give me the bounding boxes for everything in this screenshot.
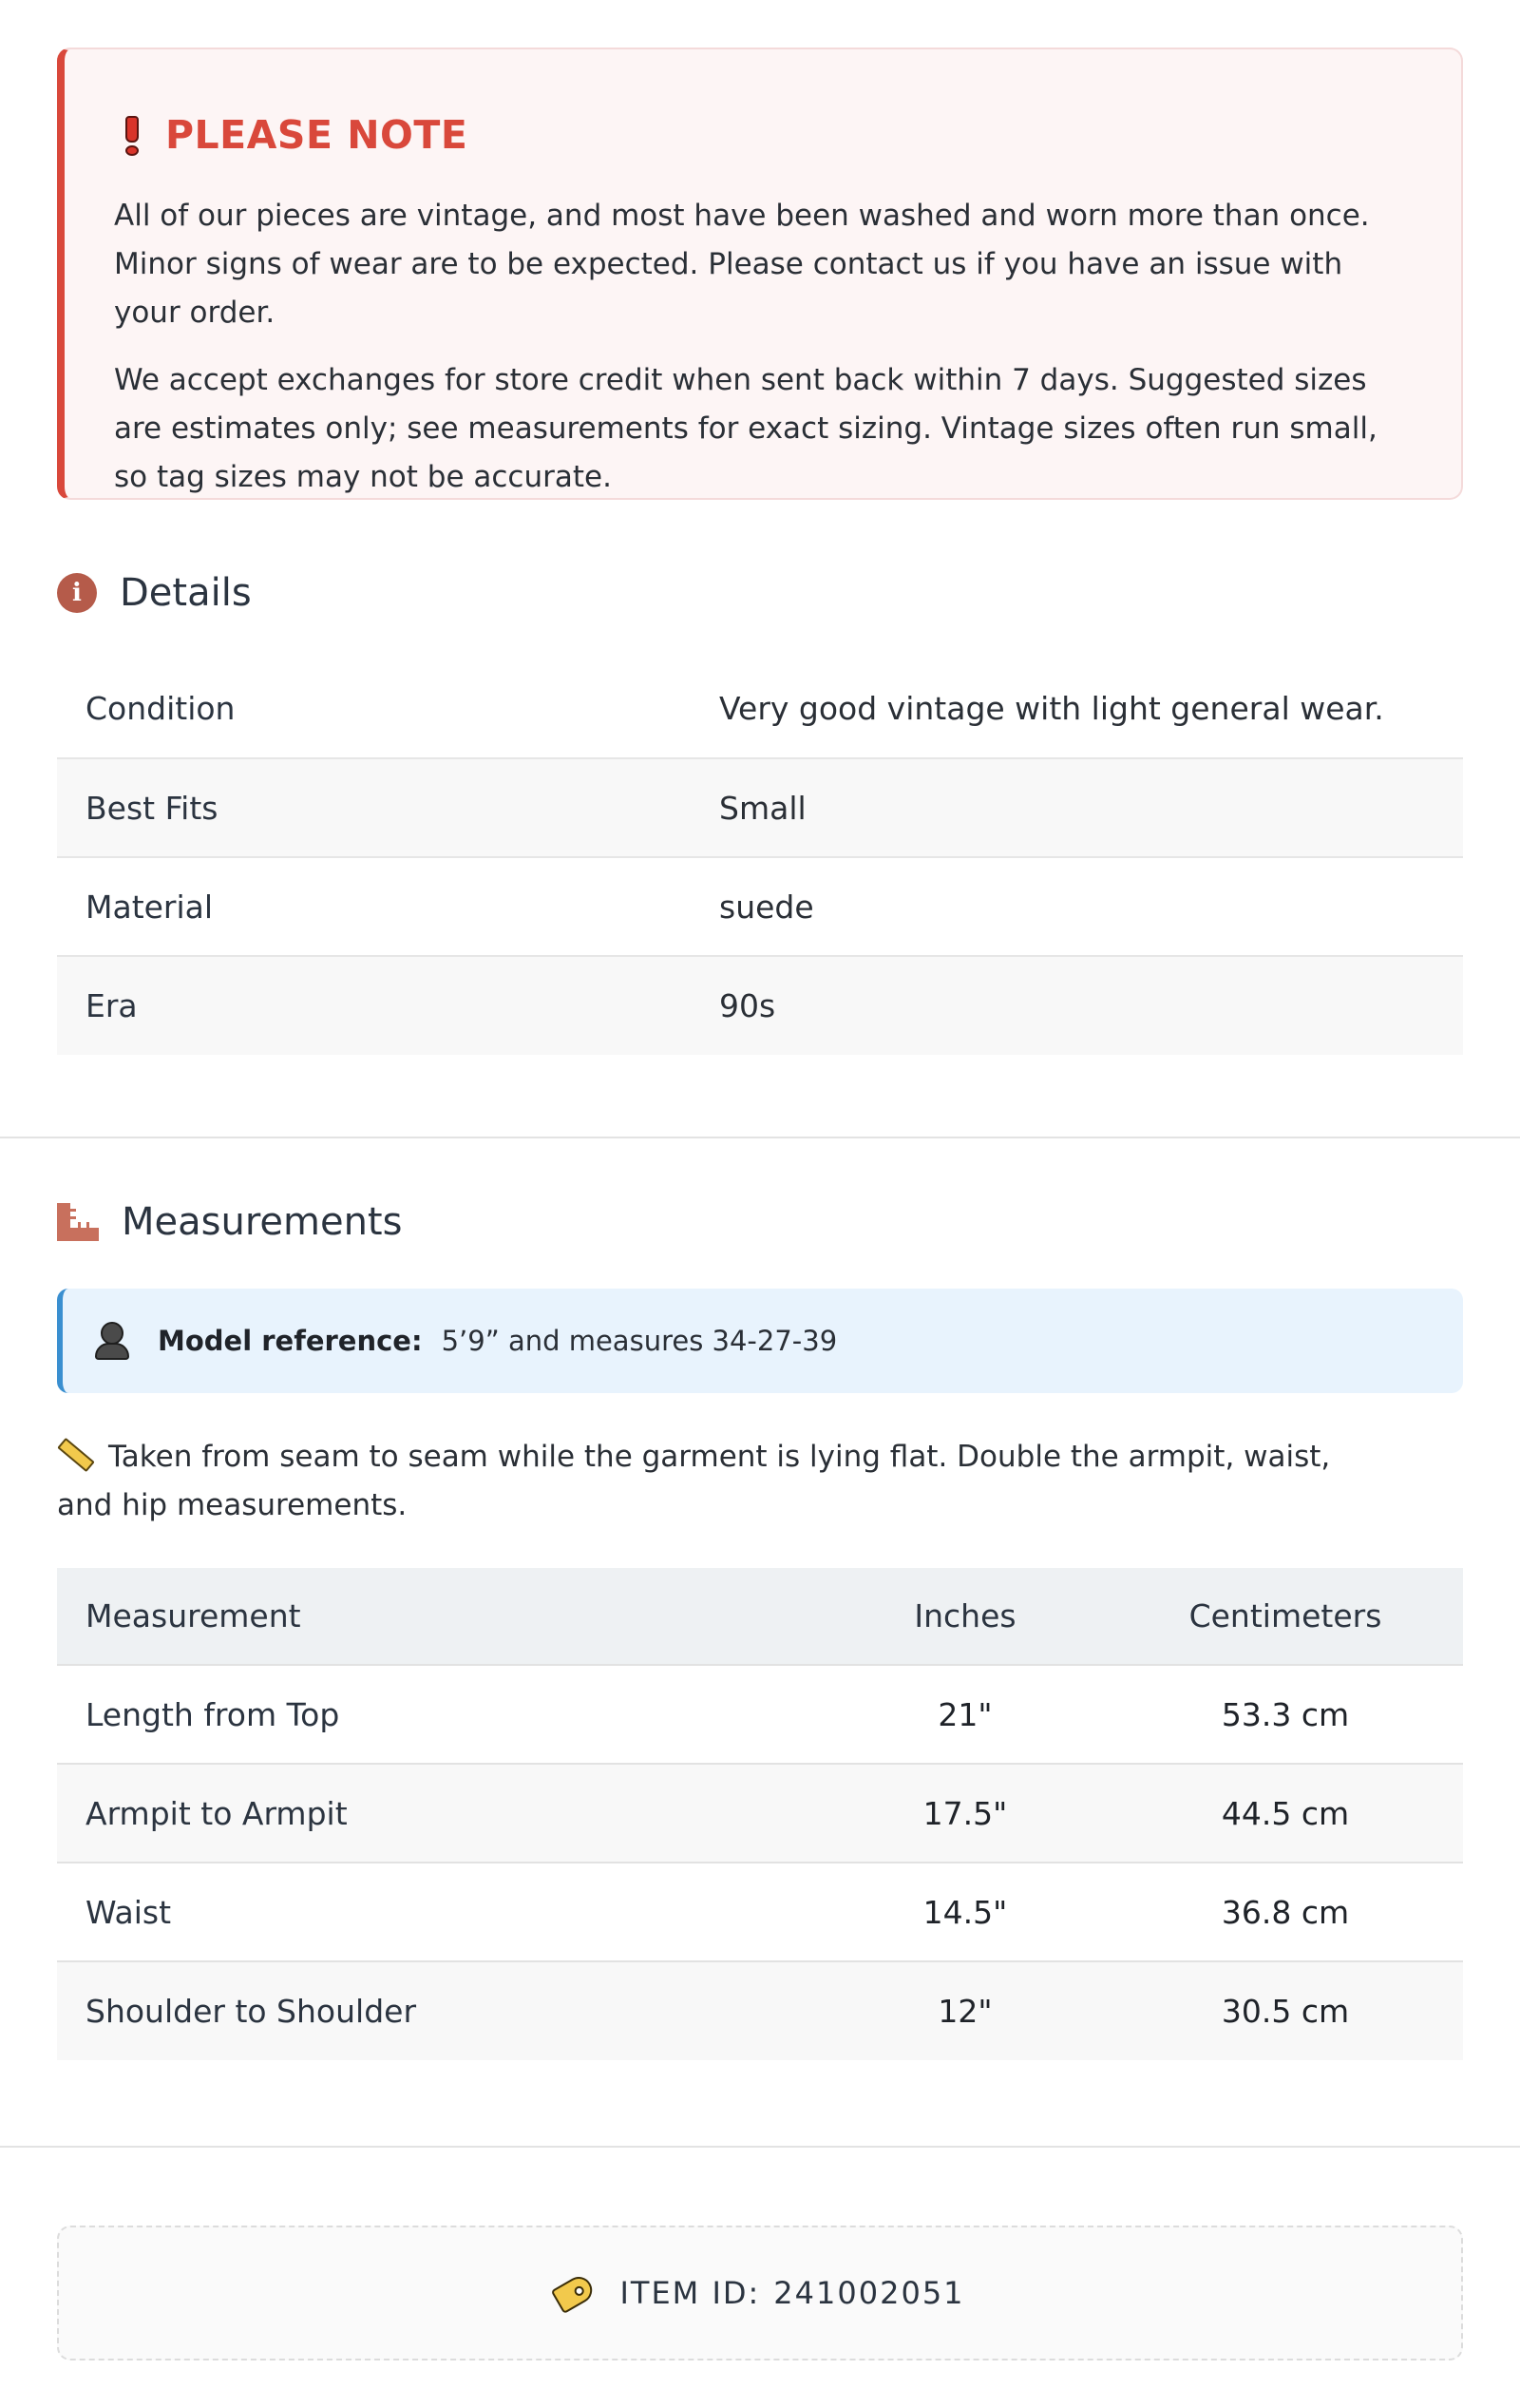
item-id-value: 241002051 <box>773 2275 965 2311</box>
notice-paragraph: All of our pieces are vintage, and most have been washed and worn more than once. Minor signs of wear are to be expected. Please contact us if you have an issue with your order. <box>114 199 1370 330</box>
measurement-inches: 14.5" <box>823 1863 1108 1961</box>
table-row <box>57 1665 1463 1764</box>
table-row <box>57 659 1463 758</box>
notice-header <box>114 106 1410 163</box>
model-reference-label: Model reference: <box>158 1325 423 1357</box>
notice-paragraph: We accept exchanges for store credit when sent back within 7 days. Suggested sizes are estimates only; see measurements for exact sizing. Vintage sizes often run small, so tag sizes may not be accurate. <box>114 363 1378 494</box>
column-header-measurement: Measurement <box>57 1568 823 1665</box>
details-table <box>57 659 1463 1055</box>
detail-value: Very good vintage with light general wear. <box>691 659 1463 758</box>
section-divider <box>0 2146 1520 2148</box>
measurement-name: Armpit to Armpit <box>57 1764 823 1863</box>
detail-value: suede <box>691 857 1463 956</box>
info-icon: i <box>57 573 97 613</box>
model-reference-value: 5’9” and measures 34-27-39 <box>441 1325 838 1357</box>
item-id-box <box>57 2226 1463 2360</box>
measurement-note-text: Taken from seam to seam while the garment is lying flat. Double the armpit, waist, and hip measurements. <box>57 1440 1331 1522</box>
measurement-cm: 36.8 cm <box>1108 1863 1463 1961</box>
detail-label: Material <box>57 857 691 956</box>
detail-label: Best Fits <box>57 758 691 857</box>
section-divider <box>0 1137 1520 1138</box>
measurement-name: Waist <box>57 1863 823 1961</box>
notice-title: PLEASE NOTE <box>165 112 468 158</box>
model-reference <box>57 1289 1463 1393</box>
person-icon <box>95 1322 129 1360</box>
table-row <box>57 1863 1463 1961</box>
measurement-inches: 17.5" <box>823 1764 1108 1863</box>
measurement-name: Length from Top <box>57 1665 823 1764</box>
measurement-inches: 21" <box>823 1665 1108 1764</box>
item-id-label: ITEM ID: <box>619 2275 761 2311</box>
measurements-table <box>57 1568 1463 2060</box>
measurements-title: Measurements <box>122 1200 403 1244</box>
details-header <box>57 566 252 620</box>
measurement-inches: 12" <box>823 1961 1108 2060</box>
measurement-name: Shoulder to Shoulder <box>57 1961 823 2060</box>
table-header-row <box>57 1568 1463 1665</box>
table-row <box>57 956 1463 1055</box>
table-row <box>57 758 1463 857</box>
tag-icon <box>551 2272 598 2314</box>
measurements-header <box>57 1195 402 1249</box>
detail-label: Condition <box>57 659 691 758</box>
detail-label: Era <box>57 956 691 1055</box>
column-header-centimeters: Centimeters <box>1108 1568 1463 1665</box>
exclamation-icon <box>120 112 144 158</box>
pencil-icon <box>57 1437 95 1471</box>
detail-value: Small <box>691 758 1463 857</box>
details-title: Details <box>120 571 252 615</box>
please-note-notice <box>57 48 1463 500</box>
ruler-icon <box>57 1203 99 1241</box>
table-row <box>57 857 1463 956</box>
measurement-note <box>57 1433 1387 1530</box>
measurement-cm: 53.3 cm <box>1108 1665 1463 1764</box>
table-row <box>57 1764 1463 1863</box>
measurement-cm: 44.5 cm <box>1108 1764 1463 1863</box>
measurement-cm: 30.5 cm <box>1108 1961 1463 2060</box>
table-row <box>57 1961 1463 2060</box>
column-header-inches: Inches <box>823 1568 1108 1665</box>
detail-value: 90s <box>691 956 1463 1055</box>
